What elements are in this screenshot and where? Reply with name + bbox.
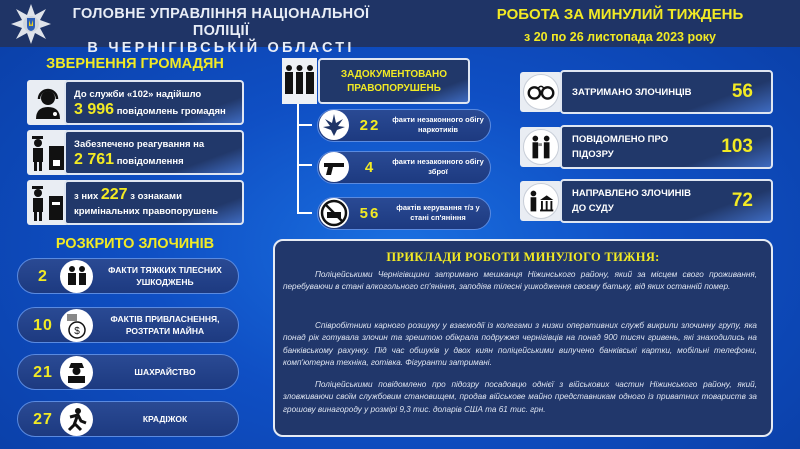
citizens-item-response — [27, 130, 243, 175]
header-bar — [0, 0, 800, 56]
criminal-line2: кримінальних правопорушень — [74, 206, 219, 217]
money-bag-icon — [60, 309, 93, 342]
response-number: 2 761 — [74, 151, 115, 168]
result-number: 56 — [731, 81, 753, 102]
connector-line — [297, 104, 299, 214]
solved-item — [17, 307, 239, 343]
solved-label: ШАХРАЙСТВО — [134, 367, 196, 377]
citizens-line2: повідомлень громадян — [116, 106, 226, 117]
agency-title-line1: ГОЛОВНЕ УПРАВЛІННЯ НАЦІОНАЛЬНОЇ ПОЛІЦІЇ — [72, 6, 370, 39]
documented-item — [317, 109, 491, 142]
report-period: з 20 по 26 листопада 2023 року — [524, 30, 716, 44]
documented-number: 56 — [359, 205, 381, 222]
suspicion-notice-icon — [523, 129, 559, 165]
solved-number: 21 — [33, 364, 53, 381]
result-item — [520, 70, 773, 114]
connector-branch — [297, 212, 312, 214]
response-line1: Забезпечено реагування на — [74, 139, 205, 150]
agency-title-line2: В ЧЕРНІГІВСЬКІЙ ОБЛАСТІ — [87, 40, 355, 56]
examples-title: ПРИКЛАДИ РОБОТИ МИНУЛОГО ТИЖНЯ: — [386, 250, 660, 264]
documented-label: факти незаконного обігу зброї — [392, 157, 484, 176]
solved-label: КРАДІЖОК — [142, 414, 188, 424]
criminal-prefix: з них — [74, 191, 99, 202]
response-line2: повідомлення — [116, 156, 184, 167]
example-paragraph: Поліцейськими повідомлено про підозру посадовцю однієї з військових частин Ніжинського району, який, зловживаючи своїм службовим становищем, продав військове майно представникам одного із приватних товариств за грошову винагороду у розмірі 9,3 тис. доларів США та 61 тис. грн. — [283, 380, 757, 414]
citizens-section-title: ЗВЕРНЕННЯ ГРОМАДЯН — [46, 56, 224, 72]
result-item — [520, 179, 773, 223]
no-drunk-driving-icon — [319, 198, 349, 228]
citizens-item-criminal — [27, 180, 243, 225]
documented-label: фактів керування т/з у стані сп'яніння — [396, 203, 480, 222]
example-paragraph: Поліцейськими Чернігівщини затримано мешканця Ніжинського району, який за місцем свого проживання, перебуваючи в стані алкогольного сп'яніння, заподіяв тілесні ушкодження своєму батьку, від яких останній помер. — [283, 270, 757, 292]
solved-item — [17, 258, 239, 294]
result-icon-frame — [520, 181, 562, 221]
criminal-suffix: з ознаками — [130, 191, 182, 202]
citizens-line1: До служби «102» надійшло — [74, 89, 202, 100]
result-icon-frame — [520, 127, 562, 167]
result-label: НАПРАВЛЕНО ЗЛОЧИНІВ ДО СУДУ — [572, 188, 691, 214]
report-heading — [470, 6, 770, 44]
svg-text:$: $ — [74, 326, 80, 337]
result-item — [520, 125, 773, 169]
report-title: РОБОТА ЗА МИНУЛИЙ ТИЖДЕНЬ — [496, 6, 744, 23]
result-label: ЗАТРИМАНО ЗЛОЧИНЦІВ — [572, 86, 692, 98]
result-number: 103 — [721, 136, 753, 157]
police-criminal-code-icon — [27, 180, 69, 225]
police-star-logo-icon — [10, 3, 52, 45]
connector-branch — [297, 164, 312, 166]
agency-title — [56, 6, 386, 57]
citizens-item-calls — [27, 80, 243, 125]
citizens-card — [64, 80, 244, 125]
fight-icon — [60, 260, 93, 293]
result-label: ПОВІДОМЛЕНО ПРО ПІДОЗРУ — [572, 134, 669, 160]
documented-item — [317, 151, 491, 184]
operator-headset-icon — [27, 80, 69, 125]
solved-label: ФАКТІВ ПРИВЛАСНЕННЯ, РОЗТРАТИ МАЙНА — [110, 314, 220, 336]
solved-number: 27 — [33, 411, 53, 428]
result-icon-frame — [520, 72, 562, 112]
criminal-number: 227 — [100, 186, 128, 203]
solved-number: 2 — [38, 268, 48, 285]
hacker-icon — [60, 356, 93, 389]
solved-label: ФАКТИ ТЯЖКИХ ТІЛЕСНИХ УШКОДЖЕНЬ — [108, 265, 222, 287]
solved-item — [17, 401, 239, 437]
handcuffs-icon — [523, 74, 559, 110]
documented-title — [318, 58, 470, 104]
documented-number: 22 — [359, 117, 381, 134]
thief-running-icon — [60, 403, 93, 436]
cannabis-leaf-icon — [319, 110, 349, 140]
solved-item — [17, 354, 239, 390]
example-paragraph: Співробітники карного розшуку у взаємодії із колегами з низки оперативних служб викрили злочинну групу, яка понад рік готувала злочин та зрештою обікрала подружжя чернігівців на понад 900 тисяч гривень, які знаходились на банківському рахунку. Під час обшуків у двох киян поліцейськими вилучено банківські картки, мобільні телефони, комп'ютерна техніка, готівка. Фігуранти затримані. — [283, 321, 757, 367]
court-icon — [523, 183, 559, 219]
criminal-card — [64, 180, 244, 225]
result-card — [560, 70, 773, 114]
documented-item — [317, 197, 491, 230]
examples-panel — [273, 239, 773, 437]
documented-title-text: ЗАДОКУМЕНТОВАНО ПРАВОПОРУШЕНЬ — [340, 69, 448, 94]
police-journal-icon — [27, 130, 69, 175]
documented-number: 4 — [364, 159, 376, 176]
result-number: 72 — [731, 190, 753, 211]
documented-label: факти незаконного обігу наркотиків — [392, 115, 484, 134]
citizens-number: 3 996 — [74, 101, 115, 118]
result-card — [560, 125, 773, 169]
result-card — [560, 179, 773, 223]
response-card — [64, 130, 244, 175]
solved-section-title: РОЗКРИТО ЗЛОЧИНІВ — [55, 236, 215, 252]
pistol-icon — [319, 152, 349, 182]
solved-number: 10 — [33, 317, 53, 334]
connector-branch — [297, 124, 312, 126]
police-detainee-icon — [282, 58, 317, 104]
